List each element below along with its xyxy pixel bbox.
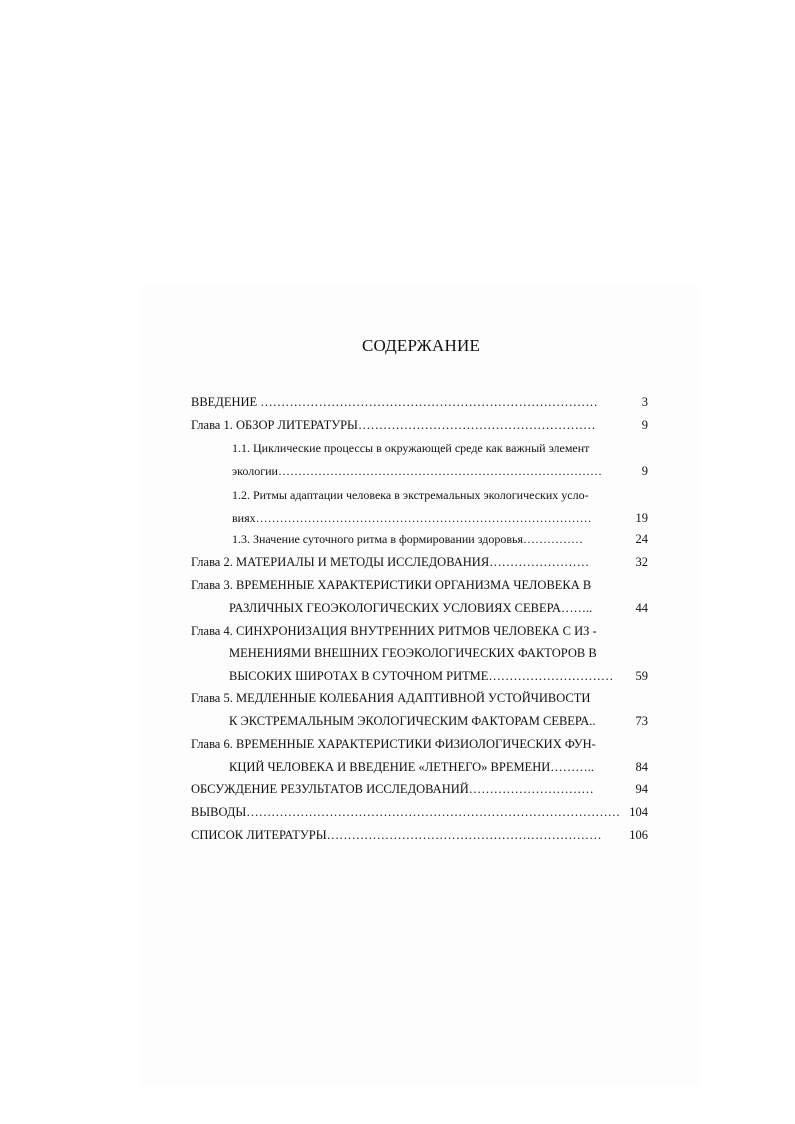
toc-page-number: 94 — [635, 782, 648, 796]
toc-page-number: 106 — [629, 828, 648, 842]
toc-entry-chapter-3: Глава 3. ВРЕМЕННЫЕ ХАРАКТЕРИСТИКИ ОРГАНИЗМА ЧЕЛОВЕКА В — [191, 578, 592, 592]
toc-page-number: 9 — [641, 464, 648, 478]
toc-entry-section-1-1-cont: экологии……………………………………………………………………… — [232, 464, 602, 478]
toc-page-number: 73 — [635, 714, 648, 728]
toc-entry-chapter-3-cont: РАЗЛИЧНЫХ ГЕОЭКОЛОГИЧЕСКИХ УСЛОВИЯХ СЕВЕРА…….. — [229, 601, 593, 615]
toc-page-number: 84 — [635, 760, 648, 774]
page-title: СОДЕРЖАНИЕ — [361, 336, 481, 355]
toc-entry-chapter-5-cont: К ЭКСТРЕМАЛЬНЫМ ЭКОЛОГИЧЕСКИМ ФАКТОРАМ СЕВЕРА.. — [229, 714, 596, 728]
toc-page-number: 44 — [635, 601, 648, 615]
toc-entry-conclusions: ВЫВОДЫ……………………………………………………………………………… — [191, 805, 621, 819]
toc-entry-chapter-2: Глава 2. МАТЕРИАЛЫ И МЕТОДЫ ИССЛЕДОВАНИЯ…………………… — [191, 555, 590, 569]
toc-page-number: 24 — [635, 532, 648, 546]
toc-entry-introduction: ВВЕДЕНИЕ ……………………………………………………………………… — [191, 395, 598, 409]
toc-entry-references: СПИСОК ЛИТЕРАТУРЫ………………………………………………………… — [191, 828, 602, 842]
toc-entry-discussion: ОБСУЖДЕНИЕ РЕЗУЛЬТАТОВ ИССЛЕДОВАНИЙ………………………… — [191, 782, 594, 796]
toc-page-number: 19 — [635, 511, 648, 525]
toc-entry-chapter-4: Глава 4. СИНХРОНИЗАЦИЯ ВНУТРЕННИХ РИТМОВ ЧЕЛОВЕКА С ИЗ - — [191, 624, 597, 638]
toc-entry-section-1-2: 1.2. Ритмы адаптации человека в экстремальных экологических усло- — [232, 488, 589, 502]
toc-page-number: 59 — [635, 669, 648, 683]
toc-entry-chapter-1: Глава 1. ОБЗОР ЛИТЕРАТУРЫ………………………………………………… — [191, 418, 596, 432]
toc-entry-chapter-4-cont: МЕНЕНИЯМИ ВНЕШНИХ ГЕОЭКОЛОГИЧЕСКИХ ФАКТОРОВ В — [229, 646, 597, 660]
toc-entry-section-1-1: 1.1. Циклические процессы в окружающей среде как важный элемент — [232, 441, 590, 455]
toc-entry-chapter-6-cont: КЦИЙ ЧЕЛОВЕКА И ВВЕДЕНИЕ «ЛЕТНЕГО» ВРЕМЕНИ……….. — [229, 760, 595, 774]
toc-page-number: 9 — [641, 418, 648, 432]
toc-entry-chapter-5: Глава 5. МЕДЛЕННЫЕ КОЛЕБАНИЯ АДАПТИВНОЙ УСТОЙЧИВОСТИ — [191, 691, 591, 705]
toc-page-number: 104 — [629, 805, 648, 819]
toc-entry-chapter-4-cont-2: ВЫСОКИХ ШИРОТАХ В СУТОЧНОМ РИТМЕ………………………… — [229, 669, 614, 683]
toc-entry-section-1-2-cont: виях………………………………………………………………………… — [232, 511, 592, 525]
toc-page-number: 32 — [635, 555, 648, 569]
toc-entry-chapter-6: Глава 6. ВРЕМЕННЫЕ ХАРАКТЕРИСТИКИ ФИЗИОЛОГИЧЕСКИХ ФУН- — [191, 737, 596, 751]
toc-page-number: 3 — [641, 395, 648, 409]
toc-entry-section-1-3: 1.3. Значение суточного ритма в формировании здоровья…………… — [232, 532, 583, 546]
